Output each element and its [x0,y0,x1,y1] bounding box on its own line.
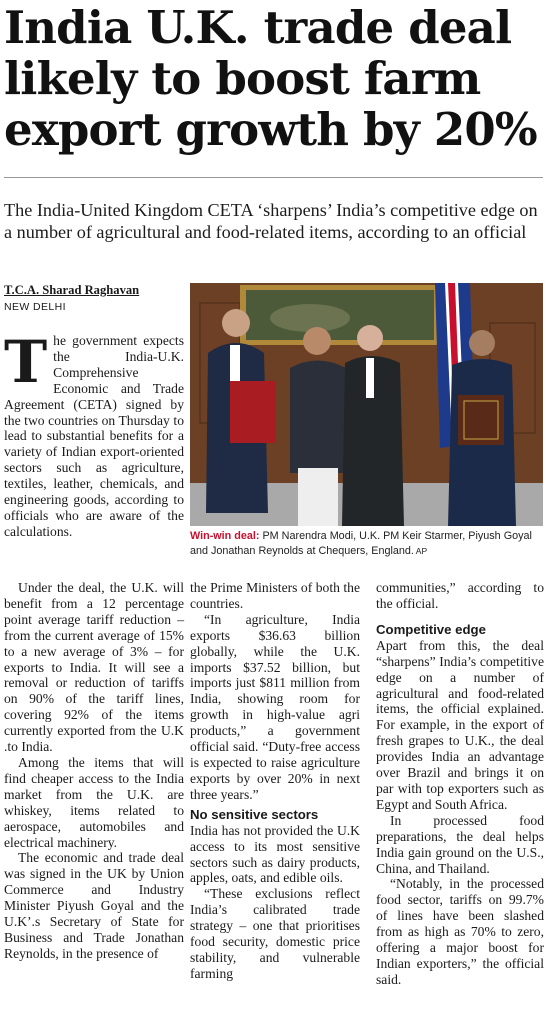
intro-paragraph [4,328,184,540]
dateline: NEW DELHI [4,301,66,313]
body-paragraph: India has not provided the U.K access to its most sensitive sectors such as dairy products, apples, oats, and edible oils. [190,822,360,886]
drop-cap: T [4,328,48,396]
column-2 [190,580,360,982]
body-paragraph: “These exclusions reflect India’s calibrated trade strategy – one that prioritises food security, domestic price stability, and vulnerable farming [190,886,360,981]
photo-illustration [190,283,543,526]
subhead-competitive-edge: Competitive edge [376,621,486,637]
headline-divider [4,177,543,178]
intro-text: he government expects the India-U.K. Comprehensive Economic and Trade Agreement (CETA) signed by the two countries on Thursday to lead to substantial benefits for a variety of Indian export-oriented sectors such as agriculture, textiles, leather, chemicals, and engineering goods, according to officials who are aware of the calculations. [4,333,184,539]
deck-subheadline: The India-United Kingdom CETA ‘sharpens’ India’s competitive edge on a number of agricultural and food-related items, according to an official [4,200,538,242]
body-paragraph: Apart from this, the deal “sharpens” India’s competitive edge on a number of agricultural and food-related items, the official explained. For example, in the export of fresh grapes to U.K., the deal provides India an advantage over Brazil and brings it on par with top exporters such as Egypt and South Africa. [376,637,544,812]
column-1 [4,328,184,540]
body-paragraph: Under the deal, the U.K. will benefit from a 12 percentage point average tariff reduction – from the current average of 15% to a new average of 3% – for exports to India. It will see a removal or reduction of tariffs on 90% of the tariff lines, covering 92% of the items currently exported from the U.K .to India. [4,580,184,755]
headline: India U.K. trade deal likely to boost farm export growth by 20% [4,1,537,156]
column-1-lower [4,580,184,962]
column-3 [376,580,544,988]
body-paragraph: Among the items that will find cheaper access to the India market from the U.K. are whiskey, items related to aerospace, automobiles and electrical machinery. [4,754,184,850]
photo-caption [190,529,543,558]
byline: T.C.A. Sharad Raghavan [4,283,140,297]
news-photo [190,283,543,526]
caption-lead: Win-win deal: [190,530,260,542]
photo-credit: AP [413,545,428,556]
body-paragraph: “In agriculture, India exports $36.63 billion globally, while the U.K. imports $37.52 billion, but imports just $811 million from India, showing room for growth in high-value agri products,” a government official said. “Duty-free access is expected to raise agriculture exports by over 20% in next three years.” [190,611,360,802]
body-paragraph: the Prime Ministers of both the countries. [190,580,360,611]
caption-text: PM Narendra Modi, U.K. PM Keir Starmer, Piyush Goyal and Jonathan Reynolds at Chequers, England. [190,530,532,557]
body-paragraph: “Notably, in the processed food sector, tariffs on 99.7% of lines have been slashed from as high as 70% to zero, offering a major boost for Indian exporters,” the official said. [376,876,544,987]
body-paragraph: communities,” according to the official. [376,580,544,611]
subhead-no-sensitive-sectors: No sensitive sectors [190,806,319,822]
body-paragraph: In processed food preparations, the deal helps India gain ground on the U.S., China, and Thailand. [376,812,544,876]
body-paragraph: The economic and trade deal was signed in the UK by Union Commerce and Industry Minister Piyush Goyal and the U.K’.s Secretary of State for Business and Trade Jonathan Reynolds, in the presence of [4,850,184,961]
